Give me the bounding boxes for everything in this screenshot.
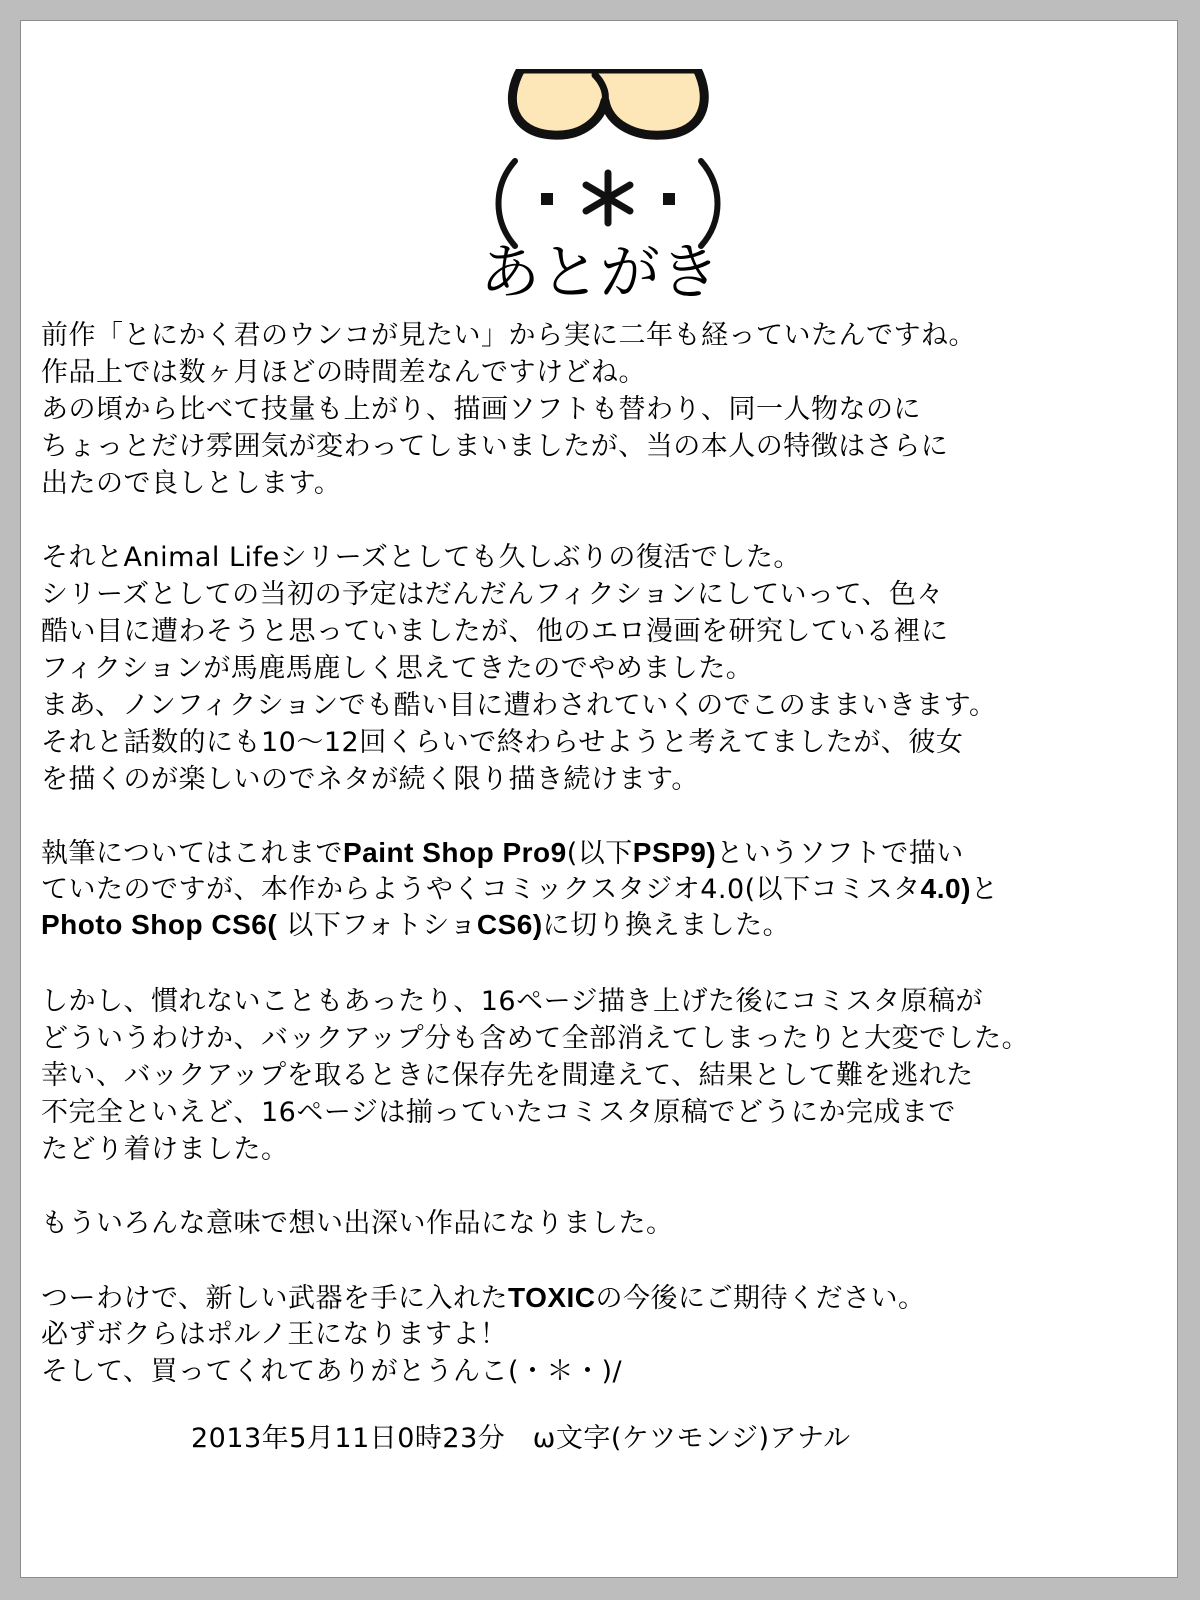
text-run: 以下フォトショ xyxy=(277,910,477,941)
circle-name: TOXIC xyxy=(507,1282,596,1313)
text-run: と xyxy=(970,874,999,905)
butt-shape xyxy=(512,69,704,135)
text-line xyxy=(41,835,1171,871)
software-abbr: PSP9) xyxy=(632,837,717,868)
text-line xyxy=(41,871,1171,907)
text-line: 必ずボクらはポルノ王になりますよ！ xyxy=(41,1319,508,1350)
text-line: まあ、ノンフィクションでも酷い目に遭わされていくのでこのままいきます。 xyxy=(41,690,997,721)
text-run: 執筆についてはこれまで xyxy=(41,838,343,869)
text-line: 出たので良しとします。 xyxy=(41,468,342,499)
paragraph-1 xyxy=(41,317,1171,502)
text-line: もういろんな意味で想い出深い作品になりました。 xyxy=(41,1208,674,1239)
text-line: 不完全といえど、16ページは揃っていたコミスタ原稿でどうにか完成まで xyxy=(41,1097,956,1128)
text-line: どういうわけか、バックアップ分も含めて全部消えてしまったりと大変でした。 xyxy=(41,1023,1030,1054)
text-line: 幸い、バックアップを取るときに保存先を間違えて、結果として難を逃れた xyxy=(41,1060,974,1091)
text-line: それと話数的にも10～12回くらいで終わらせようと考えてましたが、彼女 xyxy=(41,727,964,758)
text-line: フィクションが馬鹿馬鹿しく思えてきたのでやめました。 xyxy=(41,653,754,684)
text-line: 酷い目に遭わそうと思っていましたが、他のエロ漫画を研究している裡に xyxy=(41,616,949,647)
text-line xyxy=(41,1279,1171,1316)
paragraph-2 xyxy=(41,539,1171,798)
signature-line: 2013年5月11日0時23分 ω文字(ケツモンジ)アナル xyxy=(191,1423,851,1454)
paragraph-4 xyxy=(41,983,1171,1168)
text-line: しかし、慣れないこともあったり、16ページ描き上げた後にコミスタ原稿が xyxy=(41,986,984,1017)
afterword-body xyxy=(41,317,1171,1390)
software-version: 4.0) xyxy=(920,873,971,904)
text-run: というソフトで描い xyxy=(716,838,964,869)
text-line: それとAnimal Lifeシリーズとしても久しぶりの復活でした。 xyxy=(41,542,801,573)
page-title: あとがき xyxy=(480,238,720,308)
text-run: ていたのですが、本作からようやくコミックスタジオ4.0(以下コミスタ xyxy=(41,874,921,905)
text-run: つーわけで、新しい武器を手に入れた xyxy=(41,1283,508,1314)
paragraph-5 xyxy=(41,1205,1171,1242)
text-line: を描くのが楽しいのでネタが続く限り描き続けます。 xyxy=(41,764,699,795)
text-run: に切り換えました。 xyxy=(542,910,791,941)
text-line: シリーズとしての当初の予定はだんだんフィクションにしていって、色々 xyxy=(41,579,944,610)
text-line: あの頃から比べて技量も上がり、描画ソフトも替わり、同一人物なのに xyxy=(41,394,921,425)
text-line: ちょっとだけ雰囲気が変わってしまいましたが、当の本人の特徴はさらに xyxy=(41,431,949,462)
afterword-page xyxy=(20,20,1178,1578)
paragraph-6 xyxy=(41,1279,1171,1390)
software-abbr: CS6) xyxy=(476,909,543,940)
software-name: Photo Shop CS6( xyxy=(41,909,278,940)
asterisk-mouth xyxy=(586,173,630,223)
text-line: 作品上では数ヶ月ほどの時間差なんですけどね。 xyxy=(41,357,646,388)
left-eye xyxy=(541,193,553,205)
right-eye xyxy=(663,193,675,205)
software-name: Paint Shop Pro9 xyxy=(342,837,567,868)
text-run: の今後にご期待ください。 xyxy=(595,1283,926,1314)
text-line xyxy=(41,907,1171,943)
text-line: 前作「とにかく君のウンコが見たい」から実に二年も経っていたんですね。 xyxy=(41,320,976,351)
text-run: (以下 xyxy=(566,838,633,869)
butt-face-mascot-icon xyxy=(483,61,743,261)
paragraph-3 xyxy=(41,835,1171,943)
text-line: たどり着けました。 xyxy=(41,1134,289,1165)
text-line: そして、買ってくれてありがとうんこ(・＊・)/ xyxy=(41,1356,623,1387)
